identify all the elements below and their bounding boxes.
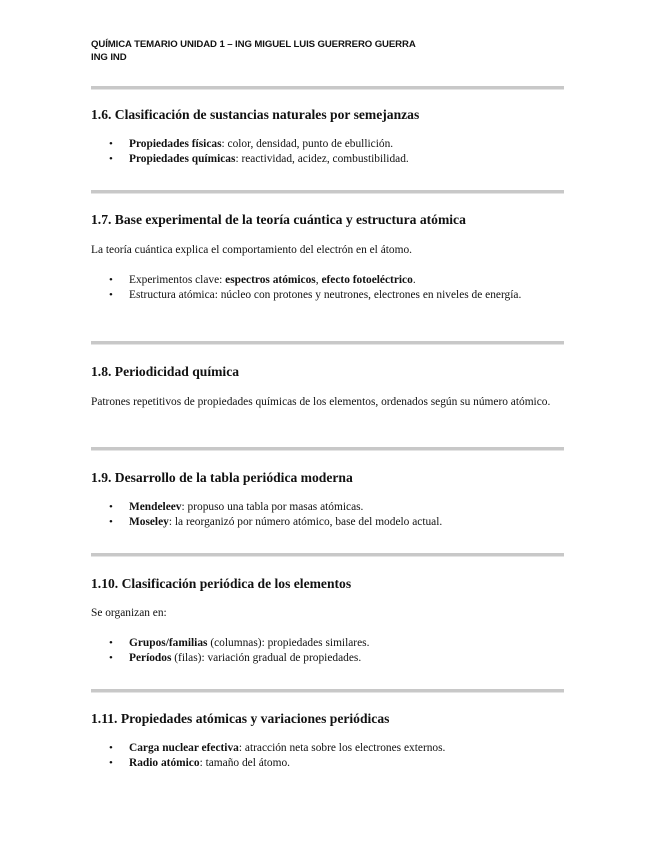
bullet-icon: • xyxy=(109,516,113,528)
bullet-icon: • xyxy=(109,274,113,286)
section-heading-1-6: 1.6. Clasificación de sustancias naturales por semejanzas xyxy=(91,107,420,122)
list-item-text: (columnas): propiedades similares. xyxy=(207,637,370,649)
section-heading-1-8: 1.8. Periodicidad química xyxy=(91,364,240,379)
list-item-text: , xyxy=(315,274,322,286)
section-heading-1-10: 1.10. Clasificación periódica de los elementos xyxy=(91,576,352,591)
header-line-2: ING IND xyxy=(91,52,127,63)
bullet-icon: • xyxy=(109,637,113,649)
list-item xyxy=(91,137,565,152)
bullet-list-1-6 xyxy=(91,137,565,167)
bullet-icon: • xyxy=(109,501,113,513)
list-item xyxy=(91,515,565,530)
list-item xyxy=(91,756,565,771)
list-item-text: (filas): variación gradual de propiedades. xyxy=(171,652,362,664)
list-item-text: : atracción neta sobre los electrones externos. xyxy=(238,742,446,754)
list-item-term: Grupos/familias xyxy=(129,637,208,649)
bullet-list-1-11 xyxy=(91,741,565,771)
list-item xyxy=(91,636,565,651)
list-item xyxy=(91,273,565,288)
bullet-list-1-10 xyxy=(91,636,565,666)
list-item-text: : la reorganizó por número atómico, base del modelo actual. xyxy=(168,516,443,528)
section-heading-1-9: 1.9. Desarrollo de la tabla periódica moderna xyxy=(91,470,353,485)
section-divider xyxy=(91,86,564,90)
list-item-term: Carga nuclear efectiva xyxy=(129,742,239,754)
list-item-term: Propiedades físicas xyxy=(129,138,222,150)
list-item-term: Propiedades químicas xyxy=(129,153,236,165)
list-item-term: espectros atómicos xyxy=(225,274,316,286)
section-divider xyxy=(91,553,564,557)
list-item-term: Mendeleev xyxy=(129,501,182,513)
section-intro-1-10: Se organizan en: xyxy=(91,607,167,619)
bullet-list-1-9 xyxy=(91,500,565,530)
header-line-1: QUÍMICA TEMARIO UNIDAD 1 – ING MIGUEL LUIS GUERRERO GUERRA xyxy=(91,39,416,50)
list-item-term: Radio atómico xyxy=(129,757,200,769)
list-item-text: . xyxy=(412,274,416,286)
bullet-icon: • xyxy=(109,138,113,150)
list-item-text: : reactividad, acidez, combustibilidad. xyxy=(235,153,409,165)
bullet-icon: • xyxy=(109,153,113,165)
section-heading-1-7: 1.7. Base experimental de la teoría cuántica y estructura atómica xyxy=(91,212,466,227)
bullet-icon: • xyxy=(109,742,113,754)
list-item-term: Períodos xyxy=(129,652,172,664)
list-item-text: : tamaño del átomo. xyxy=(199,757,291,769)
section-divider xyxy=(91,341,564,345)
bullet-icon: • xyxy=(109,652,113,664)
bullet-list-1-7 xyxy=(91,273,565,303)
bullet-icon: • xyxy=(109,289,113,301)
section-heading-1-11: 1.11. Propiedades atómicas y variaciones periódicas xyxy=(91,711,390,726)
page-header xyxy=(91,38,571,64)
list-item-term: efecto fotoeléctrico xyxy=(321,274,413,286)
section-divider xyxy=(91,689,564,693)
list-item-text: Estructura atómica: núcleo con protones y neutrones, electrones en niveles de energía. xyxy=(129,289,522,301)
list-item-text: : propuso una tabla por masas atómicas. xyxy=(181,501,364,513)
section-divider xyxy=(91,190,564,194)
bullet-icon: • xyxy=(109,757,113,769)
section-text-1-8: Patrones repetitivos de propiedades químicas de los elementos, ordenados según su número atómico. xyxy=(91,396,551,408)
list-item xyxy=(91,651,565,666)
list-item xyxy=(91,288,565,303)
list-item-term: Moseley xyxy=(129,516,169,528)
list-item xyxy=(91,152,565,167)
list-item xyxy=(91,741,565,756)
section-intro-1-7: La teoría cuántica explica el comportamiento del electrón en el átomo. xyxy=(91,244,413,256)
section-divider xyxy=(91,447,564,451)
list-item xyxy=(91,500,565,515)
list-item-text: : color, densidad, punto de ebullición. xyxy=(221,138,394,150)
list-item-text: Experimentos clave: xyxy=(129,274,226,286)
